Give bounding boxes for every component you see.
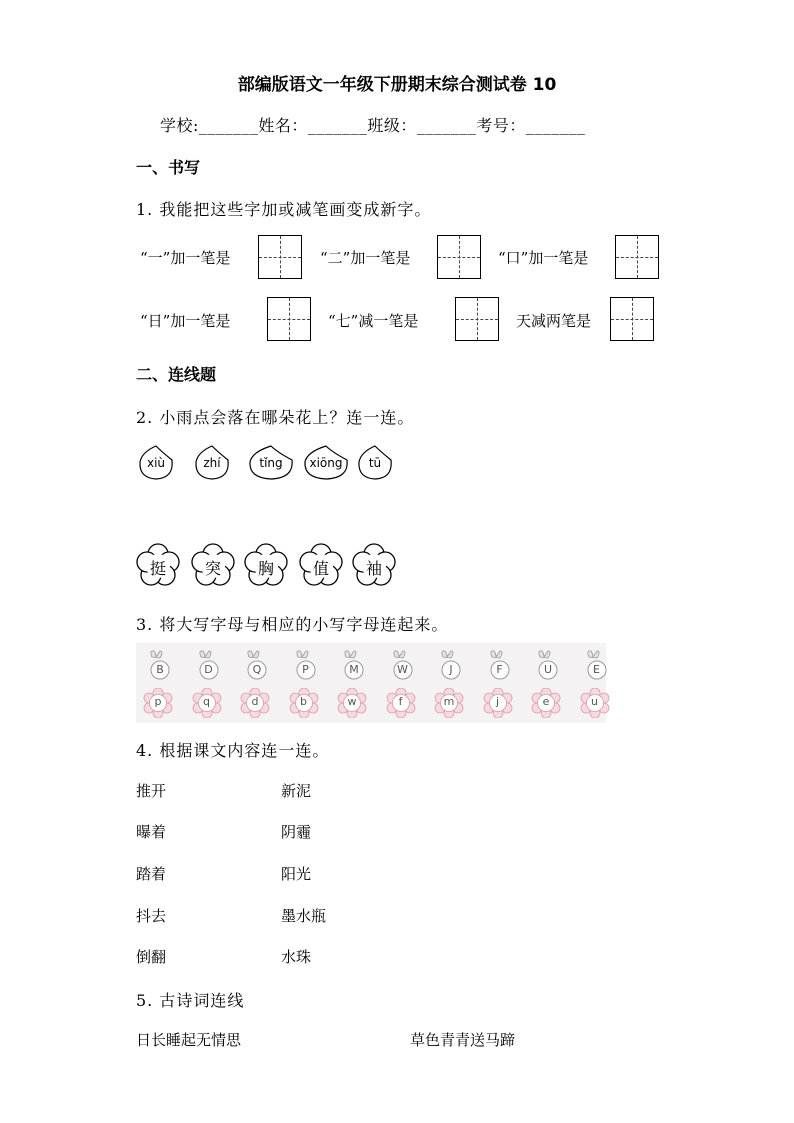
flower-4[interactable] xyxy=(299,543,343,587)
lowercase-letter-7[interactable] xyxy=(434,688,464,718)
q4-right-1[interactable]: 新泥 xyxy=(281,782,312,800)
uppercase-letter-text: F xyxy=(496,663,503,676)
raindrop-pinyin: tǐng xyxy=(259,456,283,470)
uppercase-letter-text: U xyxy=(543,663,553,676)
writing-box-2[interactable] xyxy=(437,235,481,279)
writing-box-5[interactable] xyxy=(455,297,499,341)
raindrop-pinyin: zhí xyxy=(203,456,221,470)
lowercase-letter-text: j xyxy=(495,695,500,708)
lowercase-letter-1[interactable] xyxy=(143,688,173,718)
lowercase-letter-9[interactable] xyxy=(531,688,561,718)
uppercase-letter-7[interactable] xyxy=(439,648,469,682)
uppercase-letter-8[interactable] xyxy=(488,648,518,682)
q4-left-4[interactable]: 抖去 xyxy=(136,907,167,925)
raindrop-pinyin: xiōng xyxy=(309,456,343,470)
flower-character: 袖 xyxy=(365,559,382,578)
q1-item-4: “日”加一笔是 xyxy=(140,312,231,330)
lowercase-letter-8[interactable] xyxy=(483,688,513,718)
lowercase-letter-text: e xyxy=(542,695,550,708)
student-info-line: 学校:_______姓名：_______班级：_______考号：_______ xyxy=(160,116,586,135)
uppercase-letter-2[interactable] xyxy=(197,648,227,682)
flower-character: 值 xyxy=(312,559,329,578)
question-3-prompt: 3. 将大写字母与相应的小写字母连起来。 xyxy=(136,615,449,634)
q4-left-1[interactable]: 推开 xyxy=(136,782,167,800)
question-5-prompt: 5. 古诗词连线 xyxy=(136,991,245,1010)
flower-character: 挺 xyxy=(149,559,166,578)
q1-item-1: “一”加一笔是 xyxy=(140,249,231,267)
q4-right-3[interactable]: 阳光 xyxy=(281,865,312,883)
page-title: 部编版语文一年级下册期末综合测试卷 10 xyxy=(237,75,557,95)
uppercase-letter-text: E xyxy=(593,663,600,676)
flower-1[interactable] xyxy=(136,543,180,587)
flower-2[interactable] xyxy=(191,543,235,587)
lowercase-letter-10[interactable] xyxy=(580,688,610,718)
lowercase-letter-text: p xyxy=(154,695,162,708)
writing-box-4[interactable] xyxy=(267,297,311,341)
uppercase-letter-text: W xyxy=(397,663,408,676)
uppercase-letter-text: P xyxy=(302,663,309,676)
raindrop-1[interactable] xyxy=(137,444,175,482)
q4-left-3[interactable]: 踏着 xyxy=(136,865,167,883)
q1-item-3: “口”加一笔是 xyxy=(498,249,589,267)
q5-left-line[interactable]: 日长睡起无情思 xyxy=(136,1031,242,1049)
uppercase-letter-text: Q xyxy=(252,663,262,676)
uppercase-letter-text: J xyxy=(449,663,453,676)
lowercase-letter-text: f xyxy=(398,695,403,708)
lowercase-letter-text: m xyxy=(443,695,455,708)
lowercase-letter-6[interactable] xyxy=(386,688,416,718)
section-1-heading: 一、书写 xyxy=(136,158,201,177)
q4-left-2[interactable]: 曝着 xyxy=(136,823,167,841)
lowercase-letter-3[interactable] xyxy=(240,688,270,718)
uppercase-letter-text: D xyxy=(204,663,213,676)
lowercase-letter-text: b xyxy=(300,695,307,708)
raindrop-2[interactable] xyxy=(193,444,231,482)
lowercase-letter-text: d xyxy=(251,695,259,708)
question-4-prompt: 4. 根据课文内容连一连。 xyxy=(136,741,330,760)
q4-left-5[interactable]: 倒翻 xyxy=(136,948,167,966)
raindrop-5[interactable] xyxy=(356,444,394,482)
q4-right-5[interactable]: 水珠 xyxy=(281,948,312,966)
q4-right-4[interactable]: 墨水瓶 xyxy=(281,907,327,925)
q5-right-line[interactable]: 草色青青送马蹄 xyxy=(410,1031,516,1049)
lowercase-letter-text: w xyxy=(347,695,357,708)
flower-character: 胸 xyxy=(257,559,274,578)
uppercase-letter-3[interactable] xyxy=(245,648,275,682)
flower-3[interactable] xyxy=(244,543,288,587)
raindrop-pinyin: xiù xyxy=(146,456,166,470)
flower-character: 突 xyxy=(204,559,221,578)
lowercase-letter-4[interactable] xyxy=(289,688,319,718)
uppercase-letter-6[interactable] xyxy=(391,648,421,682)
raindrop-pinyin: tū xyxy=(368,456,382,470)
q1-item-5: “七”减一笔是 xyxy=(328,312,419,330)
q1-item-2: “二”加一笔是 xyxy=(320,249,411,267)
lowercase-letter-2[interactable] xyxy=(192,688,222,718)
question-1-prompt: 1. 我能把这些字加或减笔画变成新字。 xyxy=(136,200,432,219)
uppercase-letter-5[interactable] xyxy=(342,648,372,682)
uppercase-letter-1[interactable] xyxy=(148,648,178,682)
uppercase-letter-9[interactable] xyxy=(536,648,566,682)
lowercase-letter-text: u xyxy=(591,695,598,708)
raindrop-4[interactable] xyxy=(302,444,350,482)
question-2-prompt: 2. 小雨点会落在哪朵花上？连一连。 xyxy=(136,408,415,427)
uppercase-letter-10[interactable] xyxy=(585,648,615,682)
writing-box-3[interactable] xyxy=(615,235,659,279)
uppercase-letter-text: B xyxy=(156,663,164,676)
writing-box-6[interactable] xyxy=(610,297,654,341)
raindrop-3[interactable] xyxy=(247,444,295,482)
writing-box-1[interactable] xyxy=(258,235,302,279)
lowercase-letter-text: q xyxy=(203,695,210,708)
uppercase-letter-4[interactable] xyxy=(294,648,324,682)
uppercase-letter-text: M xyxy=(349,663,359,676)
q4-right-2[interactable]: 阴霾 xyxy=(281,823,312,841)
lowercase-letter-5[interactable] xyxy=(337,688,367,718)
q1-item-6: 天减两笔是 xyxy=(516,312,592,330)
flower-5[interactable] xyxy=(352,543,396,587)
section-2-heading: 二、连线题 xyxy=(136,365,217,384)
